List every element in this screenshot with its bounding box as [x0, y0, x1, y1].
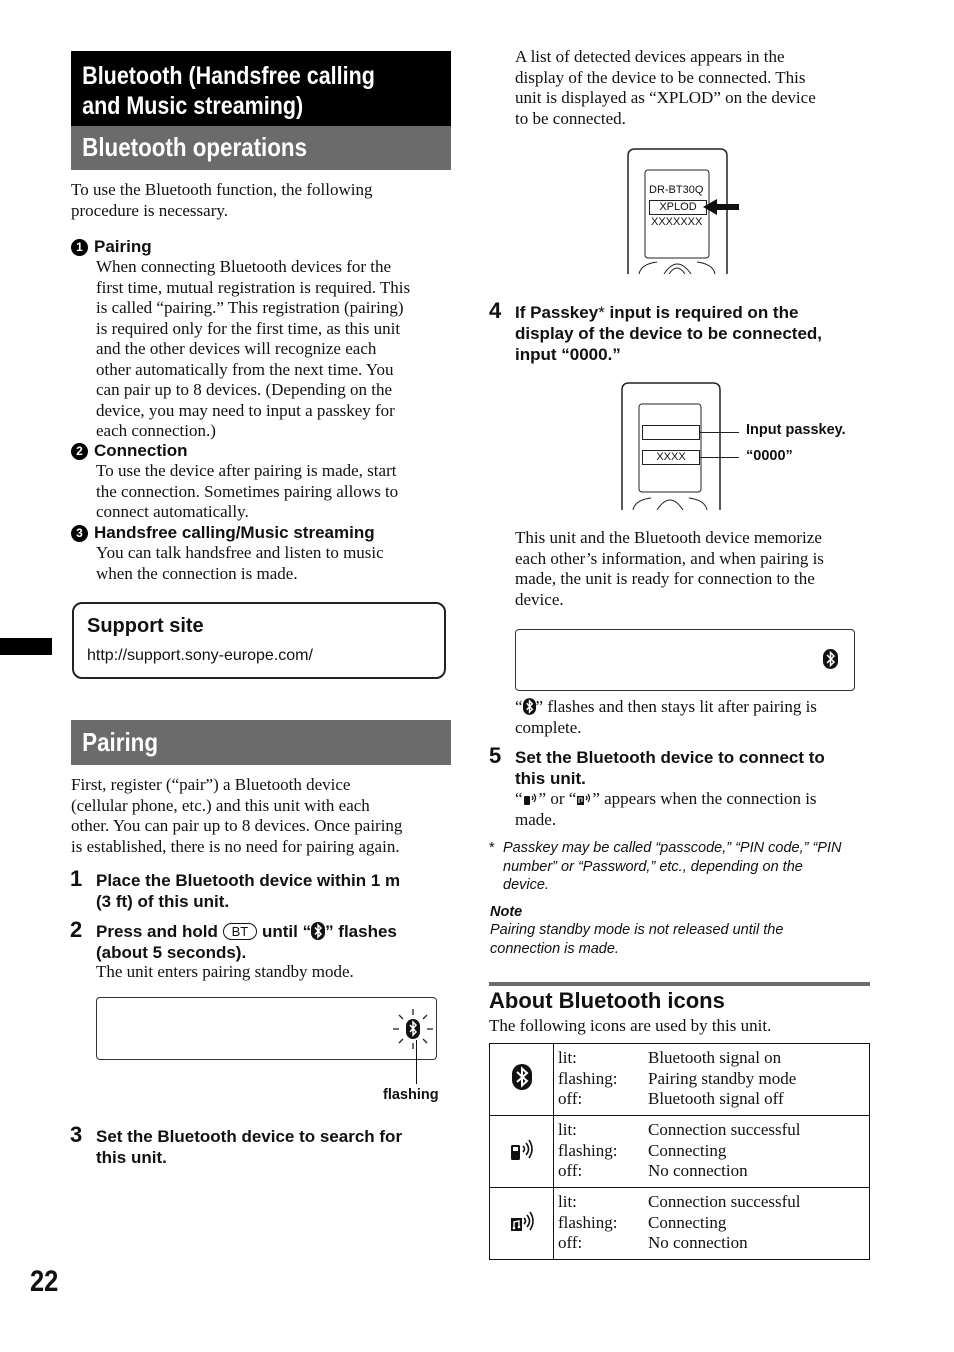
table-icon-cell [490, 1044, 554, 1116]
table-icon-cell [490, 1188, 554, 1260]
table-icon-cell [490, 1116, 554, 1188]
state-labels: lit: flashing: off: [558, 1192, 618, 1252]
step-5-description: “ ” or “ ” appears when the connection is made. [515, 789, 817, 829]
step-1-text: Place the Bluetooth device within 1 m (3 ft) of this unit. [96, 871, 401, 911]
state-labels: lit: flashing: off: [558, 1048, 618, 1108]
bluetooth-icons-table [489, 1043, 870, 1260]
phone-outline-graphic [621, 382, 721, 510]
state-meanings: Connection successful Connecting No connection [648, 1120, 801, 1180]
phone-passkey-illustration [621, 382, 861, 510]
footnote-text: Passkey may be called “passcode,” “PIN code,” “PIN number” or “Password,” etc., depending on the device. [503, 840, 842, 893]
support-url-link[interactable]: http://support.sony-europe.com/ [87, 647, 313, 664]
pairing-title-banner [71, 720, 451, 765]
procedure-description: To use the device after pairing is made, start the connection. Sometimes pairing allows to connect automatically. [96, 461, 399, 521]
step-number: 2 [70, 917, 83, 942]
procedure-item-connection: 2 Connection To use the device after pairing is made, start the connection. Sometimes pairing allows to connect automatically. [71, 441, 451, 523]
phone-connection-icon [509, 1136, 535, 1162]
state-meanings: Connection successful Connecting No connection [648, 1192, 801, 1252]
callout-line [416, 1040, 417, 1084]
step-number: 5 [489, 743, 502, 768]
step-2-text: Press and hold BT until “ ” flashes (about 5 seconds). [96, 922, 397, 962]
callout-line [699, 457, 739, 458]
subsection-title: Bluetooth operations [82, 132, 308, 162]
step-5-text: Set the Bluetooth device to connect to this unit. [515, 748, 825, 788]
flash-note-paragraph: “ ” flashes and then stays lit after pairing is complete. [515, 697, 817, 737]
bluetooth-icon [823, 649, 838, 669]
step-3-text: Set the Bluetooth device to search for this unit. [96, 1127, 403, 1167]
table-text-cell [554, 1044, 870, 1116]
number-badge: 1 [71, 239, 88, 256]
callout-line [699, 432, 739, 433]
music-connection-icon [576, 790, 592, 806]
section-rule [489, 982, 870, 986]
side-tab-marker [0, 638, 52, 655]
pairing-intro: First, register (“pair”) a Bluetooth device (cellular phone, etc.) and this unit with each other. You can pair up to 8 devices. Once pairing is established, there is no need for pairing again. [71, 775, 403, 856]
device-list-row: XXXXXXX [651, 216, 703, 228]
step-number: 1 [70, 866, 83, 891]
unit-display-panel [96, 997, 437, 1060]
section-title-banner [71, 51, 451, 126]
support-title: Support site [87, 615, 204, 637]
table-text-cell [554, 1116, 870, 1188]
footnote-mark: * [489, 840, 495, 856]
procedure-item-pairing: 1 Pairing When connecting Bluetooth devices for the first time, mutual registration is required. This is called “pairing.” This registration (pairing) is required only for the first time, as this unit and the other devices will recognize each other automatically from the next time. You can pair up to 8 devices. (Depending on the device, you may need to input a passkey for each connection.) [71, 237, 451, 442]
support-site-box [72, 602, 446, 679]
step-number: 4 [489, 298, 502, 323]
table-text-cell [554, 1188, 870, 1260]
device-list-row: DR-BT30Q [649, 184, 704, 196]
bluetooth-flashing-icon [391, 1007, 435, 1051]
bluetooth-icon [512, 1064, 532, 1090]
procedure-item-handsfree: 3 Handsfree calling/Music streaming You can talk handsfree and listen to music when the connection is made. [71, 523, 451, 584]
note-title: Note [490, 904, 523, 920]
unit-display-panel [515, 629, 855, 691]
table-row [490, 1116, 870, 1188]
icons-section-intro: The following icons are used by this unit. [489, 1016, 772, 1035]
passkey-callout-label: Input passkey. [746, 422, 846, 438]
procedure-description: You can talk handsfree and listen to music when the connection is made. [96, 543, 384, 583]
step-4-text: If Passkey* input is required on the display of the device to be connected, input “0000.” [515, 303, 823, 364]
note-text: Pairing standby mode is not released until the connection is made. [490, 922, 784, 957]
number-badge: 2 [71, 443, 88, 460]
passkey-label-field [642, 425, 700, 440]
bluetooth-icon [311, 922, 325, 940]
procedure-description: When connecting Bluetooth devices for the first time, mutual registration is required. This is called “pairing.” This registration (pairing) is required only for the first time, as this unit and the other devices will recognize each other automatically from the next time. You can pair up to 8 devices. (Depending on the device, you may need to input a passkey for each connection.) [96, 257, 411, 440]
step-number: 3 [70, 1122, 83, 1147]
bt-button-key: BT [223, 923, 258, 940]
number-badge: 3 [71, 525, 88, 542]
device-list-row-selected: XPLOD [649, 200, 707, 215]
intro-paragraph: To use the Bluetooth function, the following procedure is necessary. [71, 180, 373, 220]
state-labels: lit: flashing: off: [558, 1120, 618, 1180]
flashing-label: flashing [383, 1087, 439, 1103]
state-meanings: Bluetooth signal on Pairing standby mode Bluetooth signal off [648, 1048, 797, 1108]
step-2-description: The unit enters pairing standby mode. [96, 962, 354, 981]
phone-device-list-illustration [627, 148, 728, 274]
passkey-value-label: “0000” [746, 448, 793, 464]
pairing-title: Pairing [82, 727, 158, 757]
phone-connection-icon [523, 790, 539, 806]
section-title: Bluetooth (Handsfree calling and Music streaming) [82, 62, 375, 120]
arrow-left-icon [703, 199, 739, 215]
table-row [490, 1044, 870, 1116]
passkey-input-field: XXXX [642, 450, 700, 465]
bluetooth-icon [523, 698, 536, 715]
table-row [490, 1188, 870, 1260]
detected-devices-paragraph: A list of detected devices appears in the display of the device to be connected. This unit is displayed as “XPLOD” on the device to be connected. [515, 47, 816, 128]
subsection-title-banner [71, 126, 451, 170]
music-connection-icon [509, 1208, 535, 1234]
page-number: 22 [30, 1265, 59, 1298]
memorize-paragraph: This unit and the Bluetooth device memorize each other’s information, and when pairing is made, the unit is ready for connection to the device. [515, 528, 824, 609]
icons-section-heading: About Bluetooth icons [489, 988, 725, 1013]
